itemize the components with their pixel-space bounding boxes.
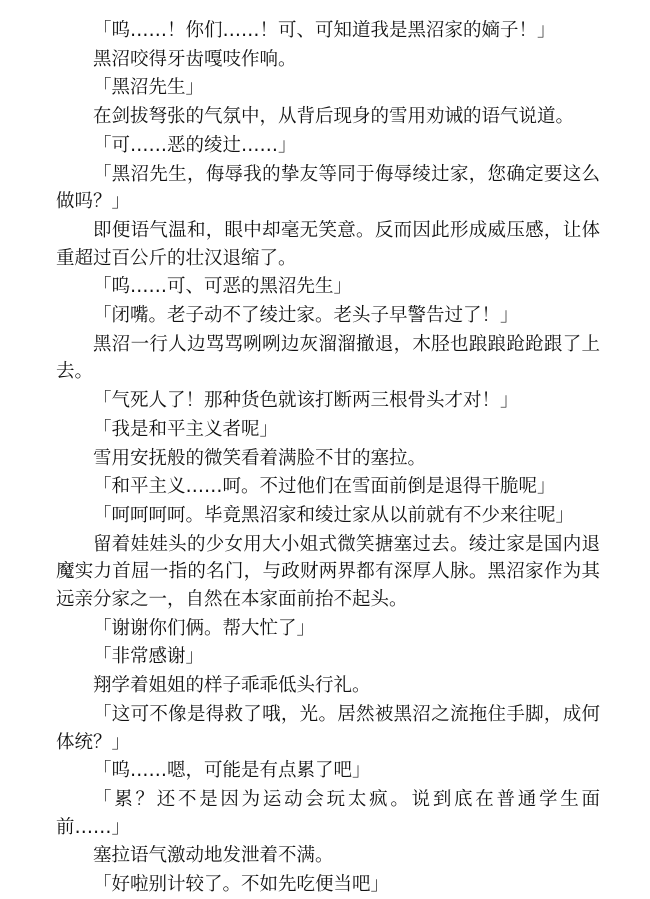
paragraph: 黑沼一行人边骂骂咧咧边灰溜溜撤退，木胫也踉踉跄跄跟了上去。 [56,333,600,383]
paragraph: 塞拉语气激动地发泄着不满。 [93,845,334,867]
paragraph: 「呜……！你们……！可、可知道我是黑沼家的嫡子！」 [93,20,556,41]
paragraph: 「闭嘴。老子动不了绫辻家。老头子早警告过了！」 [93,305,519,327]
paragraph: 雪用安抚般的微笑看着满脸不甘的塞拉。 [93,447,427,469]
paragraph: 「呵呵呵呵。毕竟黑沼家和绫辻家从以前就有不少来往呢」 [93,504,575,526]
paragraph: 黑沼咬得牙齿嘎吱作响。 [93,48,297,70]
paragraph: 「和平主义……呵。不过他们在雪面前倒是退得干脆呢」 [93,476,556,498]
paragraph: 「累？还不是因为运动会玩太疯。说到底在普通学生面前……」 [56,788,600,838]
paragraph: 「好啦别计较了。不如先吃便当吧」 [93,874,390,896]
paragraph: 在剑拔弩张的气氛中，从背后现身的雪用劝诫的语气说道。 [93,106,575,128]
paragraph: 「我是和平主义者呢」 [93,418,279,440]
paragraph: 「这可不像是得救了哦，光。居然被黑沼之流拖住手脚，成何体统？」 [56,703,600,753]
paragraph: 「呜……嗯，可能是有点累了吧」 [93,760,371,782]
paragraph: 「黑沼先生，侮辱我的挚友等同于侮辱绫辻家，您确定要这么做吗？」 [56,163,600,213]
paragraph: 翔学着姐姐的样子乖乖低头行礼。 [93,675,371,697]
paragraph: 「呜……可、可恶的黑沼先生」 [93,276,353,298]
paragraph: 「非常感谢」 [93,646,205,668]
paragraph: 「可……恶的绫辻……」 [93,134,297,156]
paragraph: 「黑沼先生」 [93,77,205,99]
paragraph: 「谢谢你们俩。帮大忙了」 [93,617,316,639]
paragraph: 留着娃娃头的少女用大小姐式微笑搪塞过去。绫辻家是国内退魔实力首屈一指的名门，与政财两界都有深厚人脉。黑沼家作为其远亲分家之一，自然在本家面前抬不起头。 [56,533,600,611]
paragraph: 即便语气温和，眼中却毫无笑意。反而因此形成威压感，让体重超过百公斤的壮汉退缩了。 [56,219,600,269]
paragraph: 「气死人了！那种货色就该打断两三根骨头才对！」 [93,390,519,412]
